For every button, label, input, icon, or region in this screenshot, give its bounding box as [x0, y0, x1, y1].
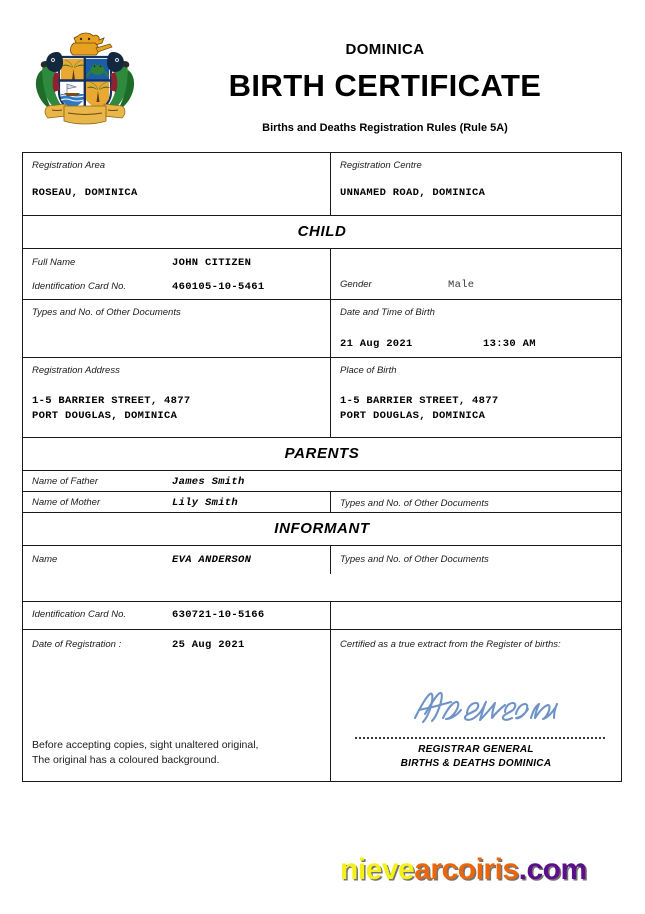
spacer	[340, 172, 612, 186]
date-of-registration-field	[32, 638, 321, 653]
dob-date-value: 21 Aug 2021	[340, 338, 413, 350]
full-name-field	[32, 256, 321, 271]
father-row	[23, 471, 621, 492]
watermark-part-1: nieve	[340, 853, 415, 886]
informant-name-value: EVA ANDERSON	[172, 554, 252, 566]
page-title: BIRTH CERTIFICATE	[228, 68, 542, 103]
child-other-documents-label: Types and No. of Other Documents	[32, 307, 181, 318]
document-header	[0, 26, 645, 144]
informant-name-label: Name	[32, 554, 58, 565]
informant-id-value: 630721-10-5166	[172, 609, 265, 621]
date-of-registration-value: 25 Aug 2021	[172, 639, 245, 651]
warning-line-1: Before accepting copies, sight unaltered original,	[32, 739, 259, 751]
registration-area-label: Registration Area	[32, 160, 106, 171]
dob-label: Date and Time of Birth	[340, 307, 435, 318]
full-name-label: Full Name	[32, 257, 76, 268]
informant-id-cell	[23, 602, 331, 629]
rules-subtitle: Births and Deaths Registration Rules (Rule 5A)	[262, 122, 508, 134]
coat-of-arms-icon	[26, 30, 144, 134]
father-field	[32, 475, 322, 490]
watermark-part-3: .com	[518, 853, 587, 886]
child-name-cell	[23, 249, 331, 299]
registrar-title-line-1: REGISTRAR GENERAL	[418, 744, 534, 755]
child-name-row	[23, 249, 621, 300]
parents-other-documents-cell	[331, 492, 621, 512]
registration-address-cell	[23, 358, 331, 437]
watermark-part-2: arcoiris	[414, 853, 519, 886]
place-of-birth-line1: 1-5 BARRIER STREET, 4877	[340, 395, 499, 407]
signature-line	[355, 737, 605, 739]
certificate-table	[22, 152, 622, 782]
child-documents-row	[23, 300, 621, 358]
mother-cell	[23, 492, 331, 512]
address-row	[23, 358, 621, 438]
spacer	[32, 172, 321, 186]
registration-address-line1: 1-5 BARRIER STREET, 4877	[32, 395, 191, 407]
section-heading-parents: PARENTS	[284, 445, 360, 462]
child-id-label: Identification Card No.	[32, 281, 126, 292]
informant-id-label: Identification Card No.	[32, 609, 126, 620]
informant-id-row	[23, 602, 621, 630]
header-text-block	[150, 26, 620, 136]
footer-row	[23, 630, 621, 781]
registrar-signature-icon	[409, 684, 579, 730]
informant-id-right-spacer	[331, 602, 621, 629]
child-dob-cell	[331, 300, 621, 357]
dob-values	[340, 337, 612, 352]
child-gender-cell	[331, 249, 621, 299]
registration-area-value: ROSEAU, DOMINICA	[32, 187, 138, 199]
place-of-birth-line2: PORT DOUGLAS, DOMINICA	[340, 410, 486, 422]
full-name-value: JOHN CITIZEN	[172, 257, 252, 269]
informant-other-documents-cell	[331, 546, 621, 601]
dob-time-value: 13:30 AM	[483, 338, 536, 350]
registration-centre-label: Registration Centre	[340, 160, 422, 171]
mother-row	[23, 492, 621, 513]
place-of-birth-label: Place of Birth	[340, 365, 397, 376]
registration-row	[23, 153, 621, 216]
child-id-value: 460105-10-5461	[172, 281, 265, 293]
certification-cell	[331, 630, 621, 781]
gender-value: Male	[448, 279, 475, 291]
date-of-registration-cell	[23, 630, 331, 781]
informant-name-cell	[23, 546, 331, 574]
informant-id-field	[32, 608, 321, 623]
certified-label: Certified as a true extract from the Register of births:	[340, 639, 561, 650]
place-of-birth-cell	[331, 358, 621, 437]
section-heading-informant: INFORMANT	[274, 520, 370, 537]
country-name: DOMINICA	[345, 41, 425, 58]
child-other-documents-cell	[23, 300, 331, 357]
informant-name-row	[23, 546, 621, 602]
parents-section-row	[23, 438, 621, 471]
child-section-row	[23, 216, 621, 249]
site-watermark	[340, 853, 587, 887]
registrar-titles	[331, 743, 621, 771]
mother-value: Lily Smith	[172, 497, 239, 509]
father-cell	[23, 471, 331, 491]
gender-field	[340, 278, 612, 293]
mother-field	[32, 496, 321, 511]
registration-centre-cell	[331, 153, 621, 215]
father-value: James Smith	[172, 476, 245, 488]
mother-label: Name of Mother	[32, 497, 101, 508]
date-of-registration-label: Date of Registration :	[32, 639, 122, 650]
section-heading-child: CHILD	[297, 223, 347, 240]
registration-centre-value: UNNAMED ROAD, DOMINICA	[340, 187, 486, 199]
registrar-title-line-2: BIRTHS & DEATHS DOMINICA	[400, 758, 552, 769]
father-label: Name of Father	[32, 476, 98, 487]
child-id-field	[32, 280, 321, 295]
gender-label: Gender	[340, 279, 372, 290]
parents-other-documents-label: Types and No. of Other Documents	[340, 498, 489, 509]
informant-name-field	[32, 553, 321, 568]
registration-area-cell	[23, 153, 331, 215]
informant-other-documents-label: Types and No. of Other Documents	[340, 554, 489, 565]
warning-line-2: The original has a coloured background.	[32, 754, 220, 766]
registration-address-label: Registration Address	[32, 365, 120, 376]
informant-section-row	[23, 513, 621, 546]
registration-address-line2: PORT DOUGLAS, DOMINICA	[32, 410, 178, 422]
